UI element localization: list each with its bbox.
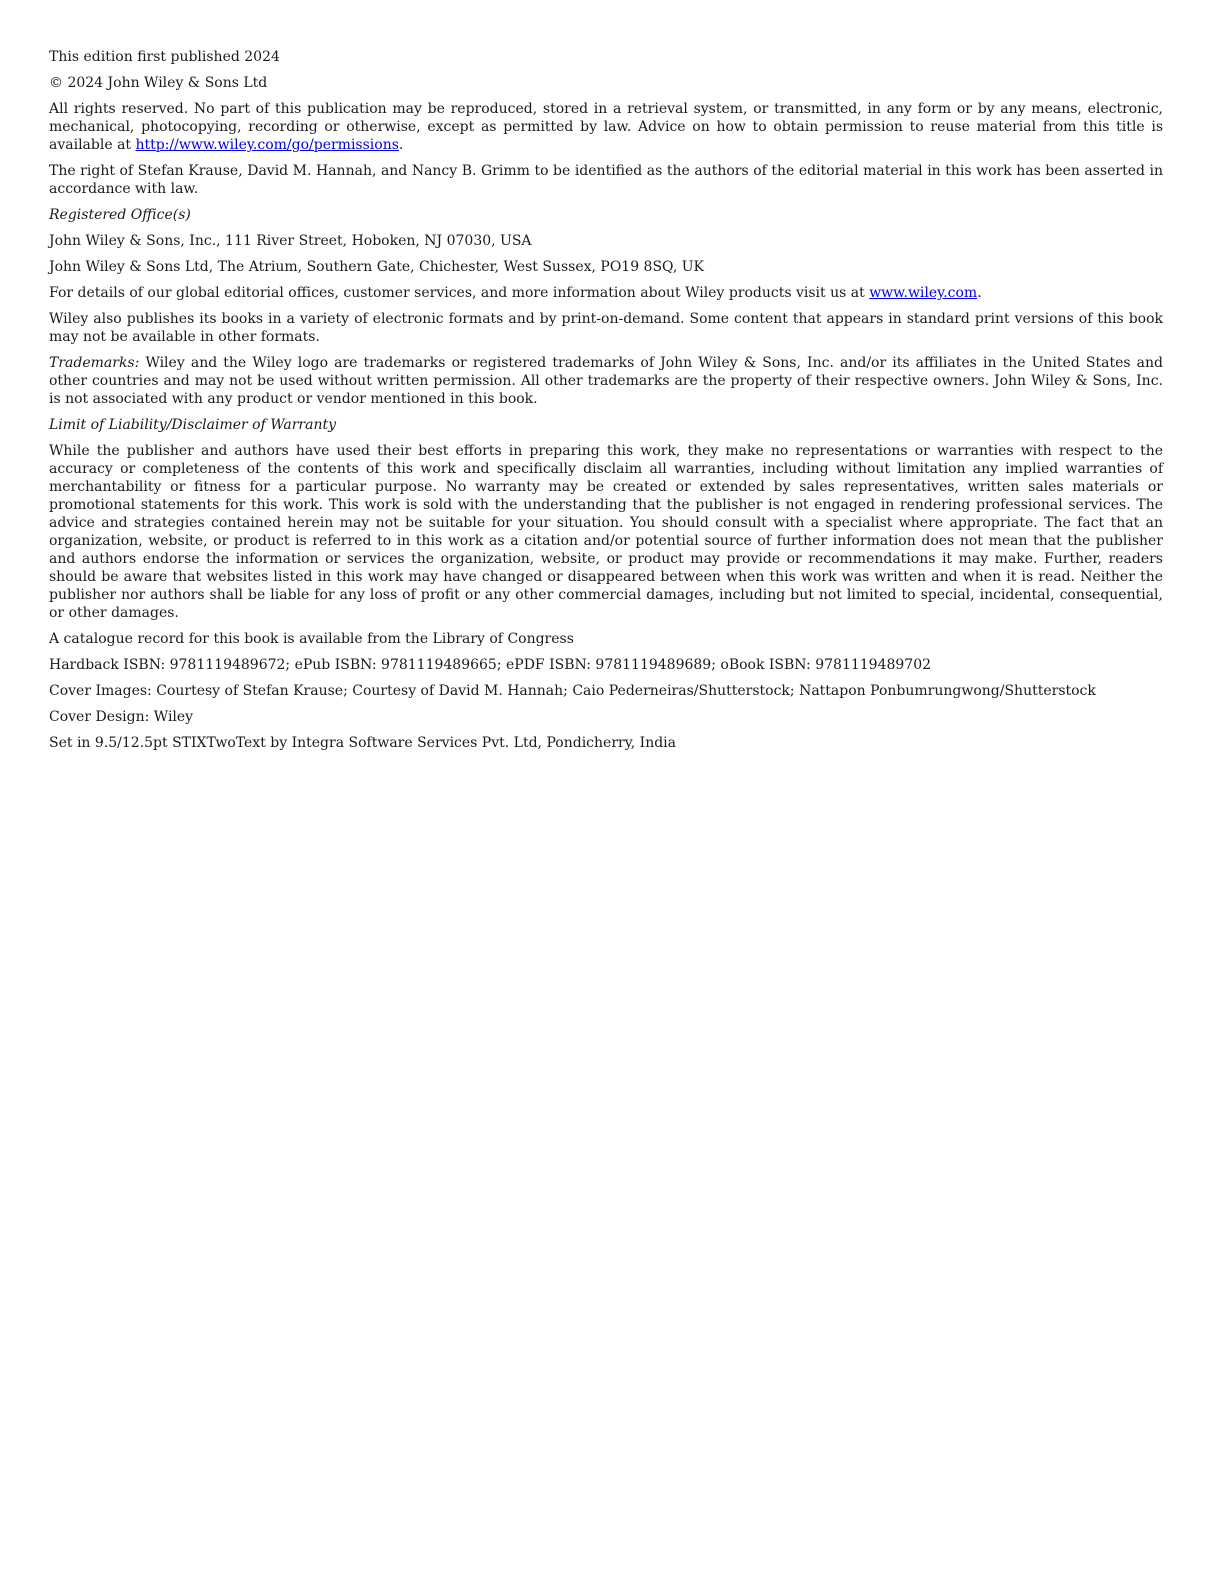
global-offices-text: For details of our global editorial offices, customer services, and more information about Wiley products visit us at bbox=[49, 285, 870, 301]
office-uk: John Wiley & Sons Ltd, The Atrium, Southern Gate, Chichester, West Sussex, PO19 8SQ, UK bbox=[49, 259, 704, 275]
copyright-line: © 2024 John Wiley & Sons Ltd bbox=[49, 75, 268, 91]
global-offices-paragraph bbox=[49, 284, 1163, 302]
registered-office-heading: Registered Office(s) bbox=[49, 207, 191, 223]
rights-text: All rights reserved. No part of this publication may be reproduced, stored in a retrieval system, or transmitted, in any form or by any means, electronic, mechanical, photocopying, recording or otherwise, except as permitted by law. Advice on how to obtain permission to reuse material from this title is available at bbox=[49, 101, 1163, 153]
catalogue-record: A catalogue record for this book is available from the Library of Congress bbox=[49, 631, 574, 647]
liability-heading: Limit of Liability/Disclaimer of Warranty bbox=[49, 417, 337, 433]
rights-paragraph bbox=[49, 100, 1163, 154]
office-us: John Wiley & Sons, Inc., 111 River Street, Hoboken, NJ 07030, USA bbox=[49, 233, 532, 249]
authors-right-paragraph: The right of Stefan Krause, David M. Hannah, and Nancy B. Grimm to be identified as the authors of the editorial material in this work has been asserted in accordance with law. bbox=[49, 163, 1163, 197]
trademarks-label: Trademarks: bbox=[49, 355, 140, 371]
rights-end: . bbox=[398, 137, 404, 153]
cover-design-line: Cover Design: Wiley bbox=[49, 709, 194, 725]
global-offices-end: . bbox=[977, 285, 982, 301]
liability-paragraph: While the publisher and authors have used their best efforts in preparing this work, they make no representations or warranties with respect to the accuracy or completeness of the contents of this work and specifically disclaim all warranties, including without limitation any implied warranties of merchantability or fitness for a particular purpose. No warranty may be created or extended by sales representatives, written sales materials or promotional statements for this work. This work is sold with the understanding that the publisher is not engaged in rendering professional services. The advice and strategies contained herein may not be suitable for your situation. You should consult with a specialist where appropriate. The fact that an organization, website, or product is referred to in this work as a citation and/or potential source of further information does not mean that the publisher and authors endorse the information or services the organization, website, or product may provide or recommendations it may make. Further, readers should be aware that websites listed in this work may have changed or disappeared between when this work was written and when it is read. Neither the publisher nor authors shall be liable for any loss of profit or any other commercial damages, including but not limited to special, incidental, consequential, or other damages. bbox=[49, 443, 1163, 621]
edition-line: This edition first published 2024 bbox=[49, 49, 280, 65]
isbn-line: Hardback ISBN: 9781119489672; ePub ISBN: 9781119489665; ePDF ISBN: 9781119489689; oBook ISBN: 9781119489702 bbox=[49, 657, 932, 673]
copyright-page bbox=[49, 48, 1163, 760]
trademarks-text: Wiley and the Wiley logo are trademarks or registered trademarks of John Wiley & Sons, Inc. and/or its affiliates in the United States and other countries and may not be used without written permission. All other trademarks are the property of their respective owners. John Wiley & Sons, Inc. is not associated with any product or vendor mentioned in this book. bbox=[49, 355, 1163, 407]
cover-images-line: Cover Images: Courtesy of Stefan Krause; Courtesy of David M. Hannah; Caio Pederneiras/Shutterstock; Nattapon Ponbumrungwong/Shutterstock bbox=[49, 683, 1096, 699]
trademarks-paragraph bbox=[49, 354, 1163, 408]
typeset-line: Set in 9.5/12.5pt STIXTwoText by Integra Software Services Pvt. Ltd, Pondicherry, India bbox=[49, 735, 676, 751]
wiley-website-link[interactable]: www.wiley.com bbox=[869, 285, 978, 301]
permissions-link[interactable]: http://www.wiley.com/go/permissions bbox=[135, 137, 399, 153]
formats-note-paragraph: Wiley also publishes its books in a variety of electronic formats and by print-on-demand. Some content that appears in standard print versions of this book may not be available in other formats. bbox=[49, 311, 1163, 345]
